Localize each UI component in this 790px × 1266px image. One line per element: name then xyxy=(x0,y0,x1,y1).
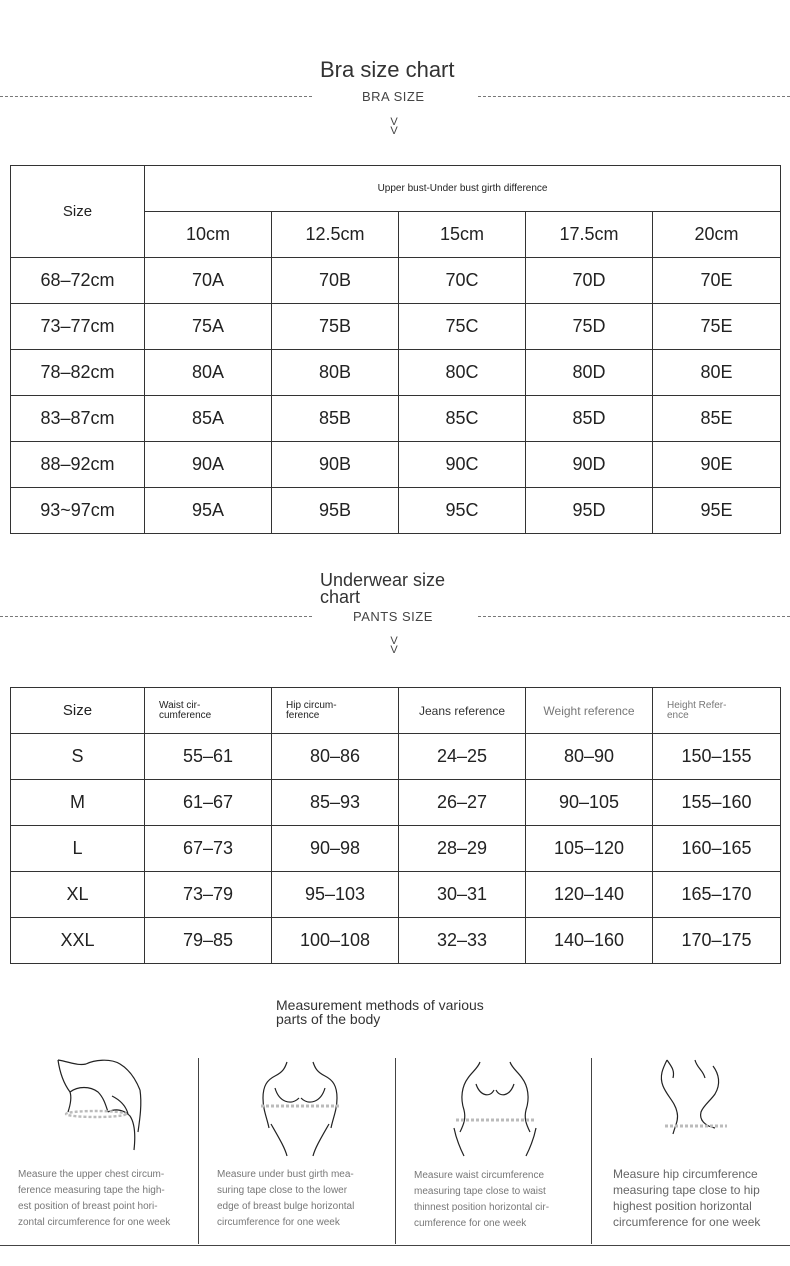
range-cell: 68–72cm xyxy=(11,258,145,304)
table-row xyxy=(11,350,781,396)
under-bust-figure-icon xyxy=(255,1058,345,1158)
waist-cell: 55–61 xyxy=(145,734,272,780)
size-cell: 70C xyxy=(399,258,526,304)
divider-left xyxy=(0,616,312,617)
height-cell: 155–160 xyxy=(653,780,781,826)
jeans-cell: 24–25 xyxy=(399,734,526,780)
table-row xyxy=(11,826,781,872)
hip-caption: Measure hip circumference measuring tape close to hip highest position horizontal circumference for one week xyxy=(613,1167,761,1229)
column-header: 17.5cm xyxy=(526,212,653,258)
size-cell: 80B xyxy=(272,350,399,396)
size-cell: 70E xyxy=(653,258,781,304)
panel-divider xyxy=(198,1058,199,1244)
table-row xyxy=(11,304,781,350)
waist-cell: 73–79 xyxy=(145,872,272,918)
height-cell: 160–165 xyxy=(653,826,781,872)
size-cell: 90A xyxy=(145,442,272,488)
column-header: 15cm xyxy=(399,212,526,258)
size-cell: 70D xyxy=(526,258,653,304)
divider-right xyxy=(478,616,790,617)
panel-divider xyxy=(395,1058,396,1244)
hip-header-cell: Hip circum- ference xyxy=(272,688,399,734)
size-cell: 80D xyxy=(526,350,653,396)
upper-chest-caption: Measure the upper chest circum- ference measuring tape the high- est position of breast point hori- zontal circumference for one week xyxy=(18,1169,171,1228)
waist-header-cell: Waist cir- cumference xyxy=(145,688,272,734)
size-cell: 75E xyxy=(653,304,781,350)
size-cell: 85A xyxy=(145,396,272,442)
size-cell: 85B xyxy=(272,396,399,442)
size-cell: 90C xyxy=(399,442,526,488)
table-row xyxy=(11,918,781,964)
size-cell: 95C xyxy=(399,488,526,534)
jeans-cell: 32–33 xyxy=(399,918,526,964)
size-cell: 90B xyxy=(272,442,399,488)
under-bust-caption: Measure under bust girth mea- suring tape close to the lower edge of breast bulge horizontal circumference for one week xyxy=(217,1169,355,1228)
size-cell: 95A xyxy=(145,488,272,534)
jeans-header-cell: Jeans reference xyxy=(399,688,526,734)
hip-cell: 80–86 xyxy=(272,734,399,780)
size-cell: 95B xyxy=(272,488,399,534)
table-row xyxy=(11,396,781,442)
bra-chart-subtitle: BRA SIZE xyxy=(362,89,425,104)
pants-chart-title: Underwear size chart xyxy=(320,570,446,607)
waist-cell: 67–73 xyxy=(145,826,272,872)
table-row xyxy=(11,872,781,918)
range-cell: 93~97cm xyxy=(11,488,145,534)
waist-caption: Measure waist circumference measuring tape close to waist thinnest position horizontal cir- cumference for one week xyxy=(414,1170,550,1229)
range-cell: 78–82cm xyxy=(11,350,145,396)
column-header: 20cm xyxy=(653,212,781,258)
range-cell: 88–92cm xyxy=(11,442,145,488)
divider-right xyxy=(478,96,790,97)
size-cell: 85E xyxy=(653,396,781,442)
size-header-cell: Size xyxy=(11,166,145,258)
size-cell: 90E xyxy=(653,442,781,488)
height-cell: 170–175 xyxy=(653,918,781,964)
range-cell: 83–87cm xyxy=(11,396,145,442)
weight-cell: 140–160 xyxy=(526,918,653,964)
down-chevron-icon: V V xyxy=(390,635,398,656)
size-cell: XXL xyxy=(11,918,145,964)
size-cell: 80E xyxy=(653,350,781,396)
size-cell: M xyxy=(11,780,145,826)
size-cell: 90D xyxy=(526,442,653,488)
pants-chart-subtitle: PANTS SIZE xyxy=(353,609,433,624)
hip-figure-icon xyxy=(655,1056,735,1156)
height-header-cell: Height Refer- ence xyxy=(653,688,781,734)
table-row xyxy=(11,734,781,780)
size-cell: 80C xyxy=(399,350,526,396)
jeans-cell: 28–29 xyxy=(399,826,526,872)
size-cell: 70A xyxy=(145,258,272,304)
column-header: 12.5cm xyxy=(272,212,399,258)
size-cell: L xyxy=(11,826,145,872)
jeans-cell: 26–27 xyxy=(399,780,526,826)
size-cell: 95D xyxy=(526,488,653,534)
table-row xyxy=(11,488,781,534)
jeans-cell: 30–31 xyxy=(399,872,526,918)
pants-size-table xyxy=(10,687,781,964)
size-cell: 80A xyxy=(145,350,272,396)
divider-left xyxy=(0,96,312,97)
size-header-cell: Size xyxy=(11,688,145,734)
weight-cell: 105–120 xyxy=(526,826,653,872)
bottom-border xyxy=(0,1245,790,1246)
range-cell: 73–77cm xyxy=(11,304,145,350)
girth-difference-header: Upper bust-Under bust girth difference xyxy=(145,166,781,212)
upper-chest-figure-icon xyxy=(50,1056,150,1156)
column-header: 10cm xyxy=(145,212,272,258)
weight-cell: 120–140 xyxy=(526,872,653,918)
waist-figure-icon xyxy=(450,1058,540,1158)
weight-header-cell: Weight reference xyxy=(526,688,653,734)
down-chevron-icon: V V xyxy=(390,116,398,137)
table-row xyxy=(11,442,781,488)
size-cell: 75A xyxy=(145,304,272,350)
height-cell: 150–155 xyxy=(653,734,781,780)
panel-divider xyxy=(591,1058,592,1244)
hip-cell: 95–103 xyxy=(272,872,399,918)
table-row xyxy=(11,258,781,304)
size-cell: S xyxy=(11,734,145,780)
methods-title: Measurement methods of various parts of the body xyxy=(276,997,484,1027)
size-cell: 85D xyxy=(526,396,653,442)
hip-cell: 85–93 xyxy=(272,780,399,826)
size-cell: 95E xyxy=(653,488,781,534)
hip-cell: 90–98 xyxy=(272,826,399,872)
size-cell: 70B xyxy=(272,258,399,304)
size-cell: 85C xyxy=(399,396,526,442)
bra-size-table xyxy=(10,165,781,534)
weight-cell: 80–90 xyxy=(526,734,653,780)
waist-cell: 61–67 xyxy=(145,780,272,826)
table-row xyxy=(11,780,781,826)
size-cell: 75B xyxy=(272,304,399,350)
height-cell: 165–170 xyxy=(653,872,781,918)
waist-cell: 79–85 xyxy=(145,918,272,964)
bra-chart-title: Bra size chart xyxy=(320,57,455,82)
size-cell: 75C xyxy=(399,304,526,350)
size-cell: XL xyxy=(11,872,145,918)
hip-cell: 100–108 xyxy=(272,918,399,964)
weight-cell: 90–105 xyxy=(526,780,653,826)
size-cell: 75D xyxy=(526,304,653,350)
